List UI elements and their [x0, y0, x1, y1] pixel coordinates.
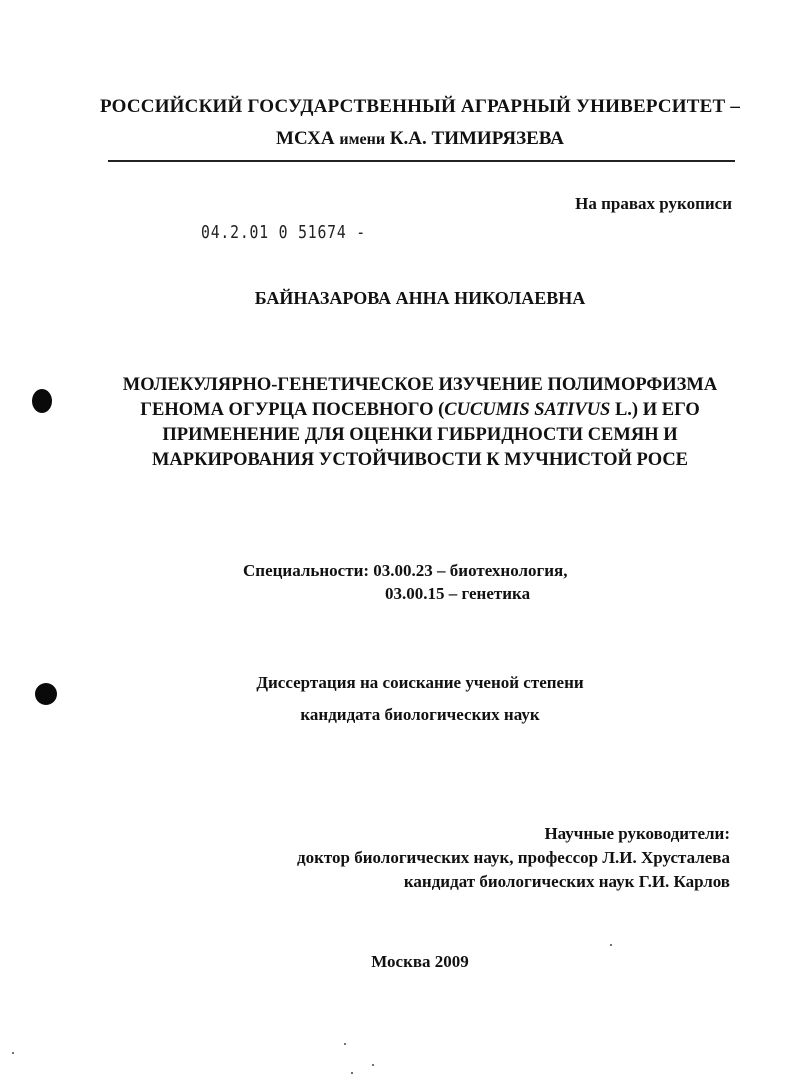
scan-speck [344, 1043, 346, 1045]
advisor-1: доктор биологических наук, профессор Л.И. Хрусталева [296, 848, 730, 867]
university-namesake: К.А. ТИМИРЯЗЕВА [385, 128, 564, 149]
scan-speck [610, 944, 612, 946]
title-line-4: МАРКИРОВАНИЯ УСТОЙЧИВОСТИ К МУЧНИСТОЙ РОСЕ [151, 450, 689, 470]
degree-line-1: Диссертация на соискание ученой степени [256, 673, 584, 692]
title-line-1: МОЛЕКУЛЯРНО-ГЕНЕТИЧЕСКОЕ ИЗУЧЕНИЕ ПОЛИМОРФИЗМА [122, 375, 718, 395]
title-line-3: ПРИМЕНЕНИЕ ДЛЯ ОЦЕНКИ ГИБРИДНОСТИ СЕМЯН И [162, 425, 678, 445]
library-stamp-number: 04.2.01 0 51674 - [201, 222, 367, 243]
specialty-line-2: 03.00.15 – генетика [385, 584, 531, 603]
degree-line-2: кандидата биологических наук [300, 705, 540, 724]
advisor-2: кандидат биологических наук Г.И. Карлов [403, 872, 730, 891]
university-named-after: имени [339, 131, 386, 148]
manuscript-rights-note: На правах рукописи [575, 194, 732, 213]
advisors-heading: Научные руководители: [544, 824, 730, 843]
specialty-line-1: Специальности: 03.00.23 – биотехнология, [243, 561, 568, 580]
title-line-2-post: L.) И ЕГО [610, 400, 700, 420]
scan-speck [12, 1052, 14, 1054]
header-divider [108, 160, 735, 162]
dissertation-title [90, 373, 750, 473]
binding-hole-top [32, 389, 52, 413]
university-name-line2 [90, 128, 750, 150]
university-name-line1: РОССИЙСКИЙ ГОСУДАРСТВЕННЫЙ АГРАРНЫЙ УНИВЕРСИТЕТ – [99, 96, 741, 117]
species-latin-name: CUCUMIS SATIVUS [444, 400, 611, 420]
binding-hole-bottom [35, 683, 57, 705]
scan-speck [372, 1064, 374, 1066]
city-year: Москва 2009 [371, 952, 469, 971]
title-line-2-pre: ГЕНОМА ОГУРЦА ПОСЕВНОГО ( [140, 400, 445, 420]
university-abbr: МСХА [276, 128, 340, 149]
title-line-2 [90, 398, 750, 423]
author-name: БАЙНАЗАРОВА АННА НИКОЛАЕВНА [254, 288, 586, 308]
scan-speck [351, 1072, 353, 1074]
